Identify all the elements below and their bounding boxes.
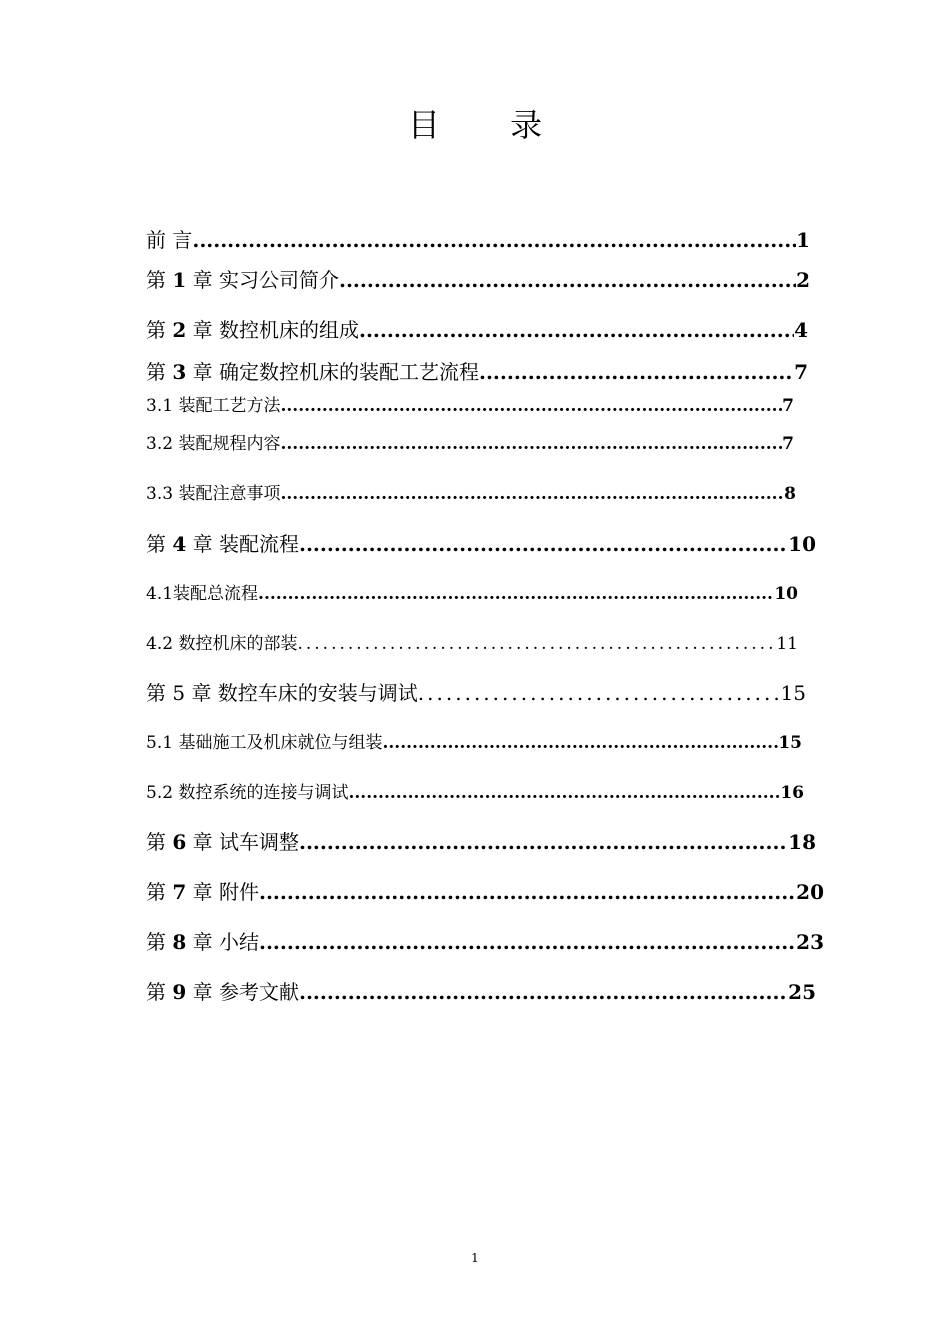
toc-entry-page: 23	[796, 930, 824, 954]
toc-entry-chapter-3[interactable]	[146, 358, 808, 386]
page-number: 1	[471, 1251, 479, 1265]
toc-entry-page: 18	[788, 830, 816, 854]
toc-entry-chapter-9[interactable]	[146, 978, 816, 1006]
toc-leader-dots	[479, 358, 794, 386]
toc-entry-section-4-1[interactable]	[146, 580, 798, 608]
toc-entry-section-3-3[interactable]	[146, 480, 796, 508]
toc-entry-label: 第 8 章 小结	[146, 930, 259, 954]
toc-leader-dots	[382, 729, 778, 757]
toc-entry-page: 10	[788, 532, 816, 556]
toc-entry-page: 4	[794, 318, 808, 342]
toc-entry-chapter-8[interactable]	[146, 928, 824, 956]
toc-entry-label: 3.1 装配工艺方法	[146, 396, 281, 416]
toc-leader-dots	[280, 430, 782, 458]
toc-entry-section-3-2[interactable]	[146, 430, 794, 458]
toc-entry-label: 5.2 数控系统的连接与调试	[146, 783, 349, 803]
toc-entry-label: 第 5 章 数控车床的安装与调试	[146, 681, 418, 705]
toc-leader-dots	[299, 978, 788, 1006]
toc-leader-dots	[258, 580, 774, 608]
toc-entry-chapter-6[interactable]	[146, 828, 816, 856]
toc-leader-dots	[299, 530, 788, 558]
toc-entry-page: 7	[782, 434, 794, 454]
toc-leader-dots	[259, 928, 796, 956]
toc-entry-page: 16	[780, 783, 804, 803]
toc-entry-page: 8	[784, 484, 796, 504]
toc-entry-page: 1	[796, 228, 810, 252]
toc-entry-page: 2	[796, 268, 810, 292]
toc-entry-label: 第 2 章 数控机床的组成	[146, 318, 359, 342]
toc-entry-label: 3.3 装配注意事项	[146, 484, 281, 504]
toc-entry-label: 第 9 章 参考文献	[146, 980, 299, 1004]
toc-entry-page: 15	[780, 681, 806, 705]
toc-entry-preface[interactable]	[146, 226, 810, 254]
toc-entry-label: 第 7 章 附件	[146, 880, 259, 904]
toc-leader-dots	[280, 392, 782, 420]
toc-leader-dots	[339, 266, 796, 294]
toc-entry-page: 7	[782, 396, 794, 416]
toc-entry-label: 第 1 章 实习公司简介	[146, 268, 339, 292]
toc-entry-page: 20	[796, 880, 824, 904]
toc-entry-page: 11	[776, 634, 798, 654]
toc-entry-chapter-1[interactable]	[146, 266, 810, 294]
toc-entry-chapter-2[interactable]	[146, 316, 808, 344]
toc-leader-dots	[280, 480, 784, 508]
toc-entry-section-3-1[interactable]	[146, 392, 794, 420]
toc-entry-section-5-2[interactable]	[146, 779, 804, 807]
toc-leader-dots	[418, 679, 781, 707]
toc-entry-page: 7	[794, 360, 808, 384]
toc-entry-label: 5.1 基础施工及机床就位与组装	[146, 733, 383, 753]
toc-entry-section-5-1[interactable]	[146, 729, 802, 757]
toc-title: 目 录	[407, 106, 573, 144]
toc-entry-page: 25	[788, 980, 816, 1004]
toc-entry-chapter-7[interactable]	[146, 878, 824, 906]
toc-entry-page: 15	[778, 733, 802, 753]
toc-entry-section-4-2[interactable]	[146, 630, 798, 658]
toc-entry-label: 4.1装配总流程	[146, 584, 259, 604]
toc-leader-dots	[359, 316, 794, 344]
toc-entry-label: 第 3 章 确定数控机床的装配工艺流程	[146, 360, 479, 384]
toc-entry-label: 第 6 章 试车调整	[146, 830, 299, 854]
toc-leader-dots	[192, 226, 796, 254]
toc-entry-page: 10	[774, 584, 798, 604]
toc-entry-label: 3.2 装配规程内容	[146, 434, 281, 454]
toc-leader-dots	[297, 630, 776, 658]
toc-leader-dots	[299, 828, 788, 856]
toc-leader-dots	[348, 779, 780, 807]
toc-entry-label: 4.2 数控机床的部装	[146, 634, 298, 654]
toc-entry-chapter-5[interactable]	[146, 679, 806, 707]
toc-entry-label: 前 言	[146, 228, 193, 252]
toc-leader-dots	[259, 878, 796, 906]
toc-entry-label: 第 4 章 装配流程	[146, 532, 299, 556]
toc-entry-chapter-4[interactable]	[146, 530, 816, 558]
